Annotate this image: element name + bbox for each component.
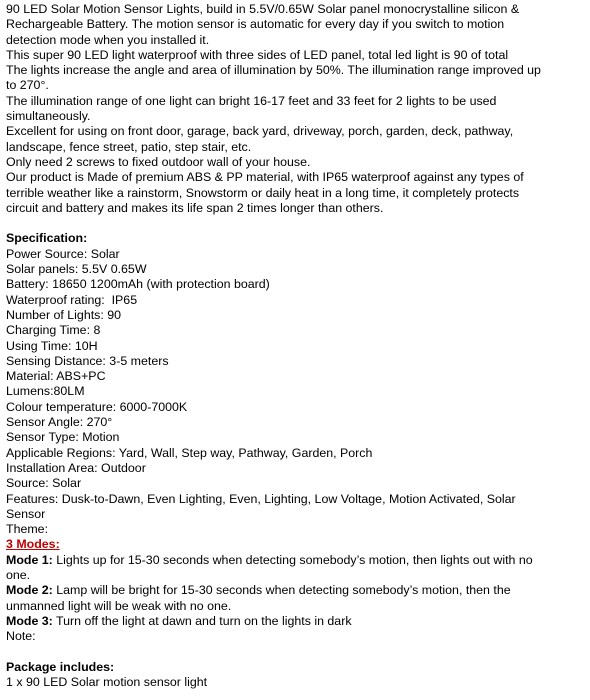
spec-line: Using Time: 10H — [6, 338, 98, 353]
intro-line: Our product is Made of premium ABS & PP material, with IP65 waterproof against any types of — [6, 170, 524, 185]
package-item: 1 x 90 LED Solar motion sensor light — [6, 675, 208, 690]
specification-heading: Specification: — [6, 231, 88, 246]
product-description-document — [6, 2, 586, 690]
spec-line: Sensor Angle: 270° — [6, 415, 113, 430]
blank-line — [6, 216, 586, 231]
mode-3-text: Turn off the light at dawn and turn on the lights in dark — [52, 613, 352, 628]
package-section — [6, 660, 586, 691]
intro-line: simultaneously. — [6, 109, 91, 124]
intro-line: to 270°. — [6, 78, 49, 93]
intro-line: circuit and battery and makes its life span 2 times longer than others. — [6, 200, 384, 215]
spec-line: Solar panels: 5.5V 0.65W — [6, 262, 147, 277]
mode-2-line — [6, 583, 586, 598]
spec-line: Features: Dusk-to-Dawn, Even Lighting, Even, Lighting, Low Voltage, Motion Activated, Solar — [6, 491, 516, 506]
modes-heading: 3 Modes: — [6, 537, 60, 552]
blank-line — [6, 644, 586, 659]
spec-line: Material: ABS+PC — [6, 369, 106, 384]
intro-line: The illumination range of one light can bright 16-17 feet and 33 feet for 2 lights to be used — [6, 93, 497, 108]
spec-line: Waterproof rating: IP65 — [6, 292, 138, 307]
intro-line: Rechargeable Battery. The motion sensor is automatic for every day if you switch to motion — [6, 17, 505, 32]
modes-section — [6, 537, 586, 644]
mode-1-line — [6, 553, 586, 568]
intro-line: The lights increase the angle and area of illumination by 50%. The illumination range improved up — [6, 63, 541, 78]
spec-line: Battery: 18650 1200mAh (with protection board) — [6, 277, 270, 292]
intro-section — [6, 2, 586, 216]
spec-line: Colour temperature: 6000-7000K — [6, 399, 188, 414]
spec-line: Theme: — [6, 522, 49, 537]
spec-line: Number of Lights: 90 — [6, 307, 122, 322]
intro-line: detection mode when you installed it. — [6, 32, 210, 47]
spec-line: Sensor Type: Motion — [6, 430, 120, 445]
mode-2-label: Mode 2: — [6, 583, 53, 598]
mode-2-line-continued: unmanned light will be weak with no one. — [6, 598, 232, 613]
intro-line: This super 90 LED light waterproof with three sides of LED panel, total led light is 90 of total — [6, 47, 509, 62]
mode-3-label: Mode 3: — [6, 613, 53, 628]
spec-line: Lumens:80LM — [6, 384, 85, 399]
mode-1-label: Mode 1: — [6, 552, 53, 567]
intro-line: Excellent for using on front door, garage, back yard, driveway, porch, garden, deck, pathway, — [6, 124, 514, 139]
intro-line: landscape, fence street, patio, step stair, etc. — [6, 139, 252, 154]
specification-section — [6, 231, 586, 537]
intro-line: terrible weather like a rainstorm, Snowstorm or daily heat in a long time, it completely protects — [6, 185, 520, 200]
spec-line: Source: Solar — [6, 476, 82, 491]
mode-3-line — [6, 614, 586, 629]
mode-1-text: Lights up for 15-30 seconds when detecting somebody’s motion, then lights out with no — [52, 552, 533, 567]
spec-line: Charging Time: 8 — [6, 323, 101, 338]
spec-line: Applicable Regions: Yard, Wall, Step way, Pathway, Garden, Porch — [6, 445, 373, 460]
package-heading: Package includes: — [6, 659, 115, 674]
spec-line: Sensing Distance: 3-5 meters — [6, 353, 169, 368]
mode-2-text: Lamp will be bright for 15-30 seconds when detecting somebody’s motion, then the — [52, 583, 511, 598]
intro-line: Only need 2 screws to fixed outdoor wall of your house. — [6, 154, 311, 169]
spec-line: Sensor — [6, 506, 46, 521]
intro-line: 90 LED Solar Motion Sensor Lights, build in 5.5V/0.65W Solar panel monocrystalline silicon & — [6, 2, 520, 16]
mode-1-line-continued: one. — [6, 567, 31, 582]
note-line: Note: — [6, 629, 36, 644]
spec-line: Power Source: Solar — [6, 246, 120, 261]
spec-line: Installation Area: Outdoor — [6, 460, 146, 475]
